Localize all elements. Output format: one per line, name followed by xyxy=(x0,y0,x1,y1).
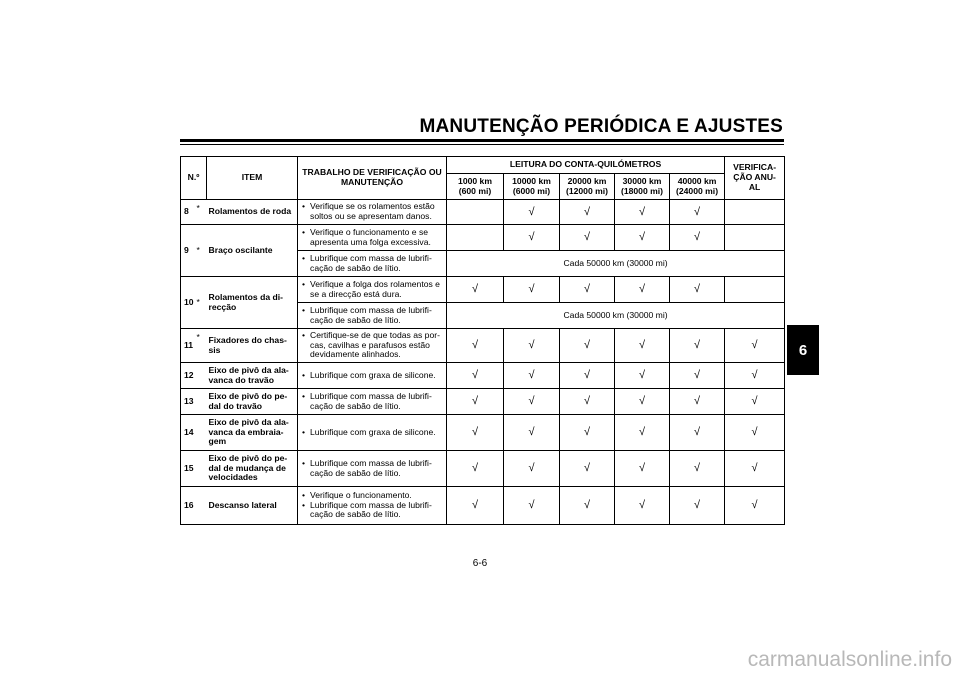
check-mark: √ xyxy=(725,451,785,487)
work-cell: • Verifique a folga dos rolamentos e se a direcção está dura. xyxy=(298,277,447,303)
check-mark: √ xyxy=(447,363,504,389)
check-mark: √ xyxy=(615,451,670,487)
work-cell: • Lubrifique com massa de lubrifi-cação de sabão de lítio. xyxy=(298,389,447,415)
check-mark: √ xyxy=(670,200,725,225)
title-rule-thin xyxy=(180,144,784,145)
check-mark: √ xyxy=(615,415,670,451)
check-mark: √ xyxy=(504,451,560,487)
item-name: Eixo de pivô do pe-dal de mudança de velocidades xyxy=(207,451,298,487)
item-name: Rolamentos da di-recção xyxy=(207,277,298,329)
check-mark: √ xyxy=(615,389,670,415)
row-number: 16 xyxy=(181,487,197,525)
watermark: carmanualsonline.info xyxy=(747,648,952,671)
table-row xyxy=(181,415,785,451)
row-number: 13 xyxy=(181,389,197,415)
header-annual: VERIFICA-ÇÃO ANU-AL xyxy=(725,157,785,200)
item-name: Descanso lateral xyxy=(207,487,298,525)
header-interval-3: 20000 km (12000 mi) xyxy=(560,174,615,200)
check-mark: √ xyxy=(504,225,560,251)
table-row xyxy=(181,487,785,525)
header-odometer: LEITURA DO CONTA-QUILÓMETROS xyxy=(447,157,725,174)
star-mark xyxy=(197,415,207,451)
star-mark xyxy=(197,363,207,389)
star-mark: * xyxy=(197,329,207,363)
check-mark: √ xyxy=(560,200,615,225)
check-mark: √ xyxy=(504,329,560,363)
check-mark: √ xyxy=(670,329,725,363)
work-cell: • Lubrifique com massa de lubrifi-cação de sabão de lítio. xyxy=(298,303,447,329)
check-mark: √ xyxy=(615,363,670,389)
header-interval-4: 30000 km (18000 mi) xyxy=(615,174,670,200)
row-number: 8 xyxy=(181,200,197,225)
check-mark: √ xyxy=(447,329,504,363)
check-mark: √ xyxy=(670,389,725,415)
row-number: 12 xyxy=(181,363,197,389)
check-mark: √ xyxy=(615,277,670,303)
check-mark: √ xyxy=(560,329,615,363)
check-mark: √ xyxy=(670,225,725,251)
work-cell: • Verifique o funcionamento. • Lubrifique com massa de lubrifi-cação de sabão de lítio. xyxy=(298,487,447,525)
row-number: 9 xyxy=(181,225,197,277)
item-name: Eixo de pivô da ala-vanca da embraia-gem xyxy=(207,415,298,451)
check-mark: √ xyxy=(615,225,670,251)
work-cell: • Verifique o funcionamento e se apresenta uma folga excessiva. xyxy=(298,225,447,251)
work-cell: • Verifique se os rolamentos estão soltos ou se apresentam danos. xyxy=(298,200,447,225)
header-item: ITEM xyxy=(207,157,298,200)
check-mark: √ xyxy=(504,277,560,303)
check-mark: √ xyxy=(615,200,670,225)
check-mark: √ xyxy=(670,277,725,303)
header-work: TRABALHO DE VERIFICAÇÃO OU MANUTENÇÃO xyxy=(298,157,447,200)
check-mark: √ xyxy=(504,389,560,415)
header-interval-1: 1000 km (600 mi) xyxy=(447,174,504,200)
interval-note: Cada 50000 km (30000 mi) xyxy=(447,303,785,329)
row-number: 14 xyxy=(181,415,197,451)
check-mark: √ xyxy=(670,363,725,389)
work-cell: • Lubrifique com massa de lubrifi-cação de sabão de lítio. xyxy=(298,251,447,277)
item-name: Braço oscilante xyxy=(207,225,298,277)
star-mark xyxy=(197,389,207,415)
table-row xyxy=(181,200,785,225)
check-mark: √ xyxy=(447,487,504,525)
check-mark: √ xyxy=(560,277,615,303)
header-no: N.º xyxy=(181,157,207,200)
table-row xyxy=(181,363,785,389)
star-mark: * xyxy=(197,225,207,277)
check-mark: √ xyxy=(670,415,725,451)
star-mark xyxy=(197,451,207,487)
check-mark: √ xyxy=(670,451,725,487)
check-mark: √ xyxy=(670,487,725,525)
interval-note: Cada 50000 km (30000 mi) xyxy=(447,251,785,277)
check-mark: √ xyxy=(615,329,670,363)
check-mark: √ xyxy=(725,363,785,389)
work-cell: • Certifique-se de que todas as por-cas, cavilhas e parafusos estão devidamente alinhados. xyxy=(298,329,447,363)
check-mark: √ xyxy=(504,200,560,225)
header-interval-5: 40000 km (24000 mi) xyxy=(670,174,725,200)
item-name: Eixo de pivô da ala-vanca do travão xyxy=(207,363,298,389)
table-row xyxy=(181,389,785,415)
row-number: 10 xyxy=(181,277,197,329)
star-mark: * xyxy=(197,200,207,225)
check-mark: √ xyxy=(615,487,670,525)
check-mark: √ xyxy=(447,415,504,451)
row-number: 11 xyxy=(181,329,197,363)
check-mark: √ xyxy=(725,389,785,415)
title-rule xyxy=(180,139,784,142)
item-name: Rolamentos de roda xyxy=(207,200,298,225)
table-row xyxy=(181,277,785,303)
maintenance-table xyxy=(180,156,785,525)
check-mark: √ xyxy=(725,415,785,451)
check-mark: √ xyxy=(560,415,615,451)
check-mark: √ xyxy=(504,487,560,525)
check-mark: √ xyxy=(447,451,504,487)
table-row xyxy=(181,225,785,251)
work-cell: • Lubrifique com massa de lubrifi-cação de sabão de lítio. xyxy=(298,451,447,487)
check-mark: √ xyxy=(560,451,615,487)
check-mark: √ xyxy=(560,389,615,415)
page-number: 6-6 xyxy=(472,558,488,569)
check-mark: √ xyxy=(560,225,615,251)
star-mark xyxy=(197,487,207,525)
item-name: Eixo de pivô do pe-dal do travão xyxy=(207,389,298,415)
section-tab: 6 xyxy=(787,325,819,375)
item-name: Fixadores do chas-sis xyxy=(207,329,298,363)
check-mark: √ xyxy=(725,329,785,363)
page-title: MANUTENÇÃO PERIÓDICA E AJUSTES xyxy=(419,116,783,137)
check-mark: √ xyxy=(560,487,615,525)
table-row xyxy=(181,329,785,363)
check-mark: √ xyxy=(447,277,504,303)
table-row xyxy=(181,451,785,487)
star-mark: * xyxy=(197,277,207,329)
check-mark: √ xyxy=(725,487,785,525)
check-mark: √ xyxy=(504,363,560,389)
work-cell: • Lubrifique com graxa de silicone. xyxy=(298,363,447,389)
header-interval-2: 10000 km (6000 mi) xyxy=(504,174,560,200)
check-mark: √ xyxy=(504,415,560,451)
row-number: 15 xyxy=(181,451,197,487)
check-mark: √ xyxy=(447,389,504,415)
check-mark: √ xyxy=(560,363,615,389)
work-cell: • Lubrifique com graxa de silicone. xyxy=(298,415,447,451)
